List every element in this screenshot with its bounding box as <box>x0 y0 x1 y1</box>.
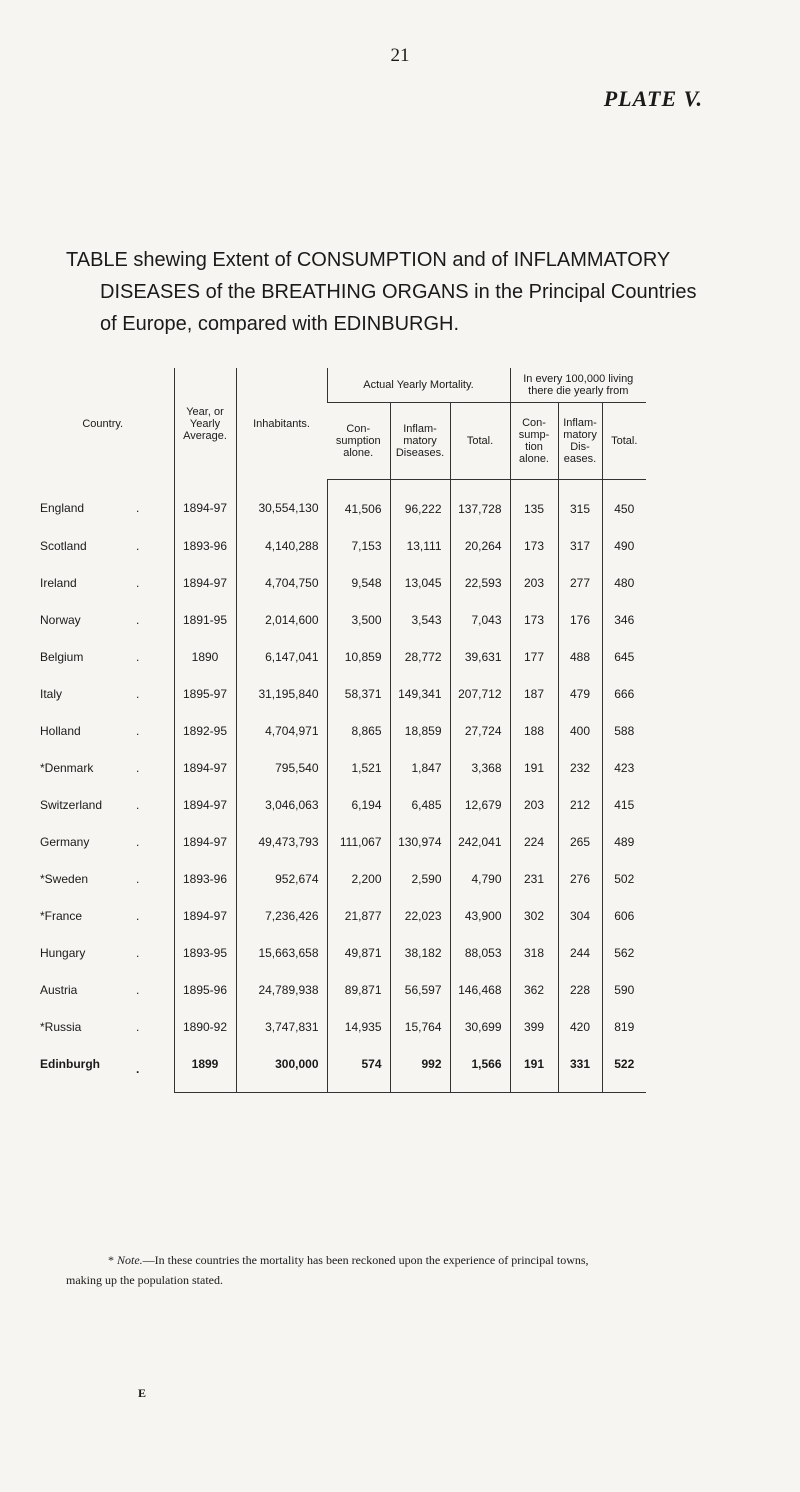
cell-inflammatory: 38,182 <box>390 934 450 971</box>
cell-consumption-rate: 318 <box>510 934 558 971</box>
cell-inflammatory: 96,222 <box>390 480 450 528</box>
cell-inhabitants: 795,540 <box>236 749 327 786</box>
note-label: Note. <box>117 1253 143 1267</box>
title-line-2: DISEASES of the BREATHING ORGANS in the Principal Countries <box>100 281 697 303</box>
cell-inflammatory: 1,847 <box>390 749 450 786</box>
cell-country: Scotland . <box>40 538 140 553</box>
cell-consumption: 111,067 <box>327 823 390 860</box>
table-row <box>32 786 680 823</box>
note-prefix: * <box>108 1253 117 1267</box>
country-name: Scotland <box>40 538 87 553</box>
cell-inflammatory: 992 <box>390 1045 450 1093</box>
table-row <box>32 712 680 749</box>
cell-consumption: 7,153 <box>327 527 390 564</box>
cell-year: 1899 <box>174 1045 236 1093</box>
cell-inhabitants: 24,789,938 <box>236 971 327 1008</box>
header-total-rate: Total. <box>602 403 646 480</box>
table-title <box>66 244 716 340</box>
cell-consumption: 574 <box>327 1045 390 1093</box>
country-name: Germany <box>40 834 90 849</box>
cell-consumption: 49,871 <box>327 934 390 971</box>
cell-total-rate: 490 <box>602 527 646 564</box>
cell-inflammatory-rate: 317 <box>558 527 602 564</box>
cell-country: Ireland . <box>40 575 140 590</box>
cell-consumption-rate: 173 <box>510 601 558 638</box>
cell-country: Edinburgh . <box>40 1056 140 1076</box>
cell-total: 1,566 <box>450 1045 510 1093</box>
cell-consumption: 14,935 <box>327 1008 390 1045</box>
cell-inflammatory-rate: 420 <box>558 1008 602 1045</box>
cell-total-rate: 480 <box>602 564 646 601</box>
header-total: Total. <box>450 403 510 480</box>
cell-total-rate: 522 <box>602 1045 646 1093</box>
cell-total-rate: 450 <box>602 480 646 528</box>
cell-total: 242,041 <box>450 823 510 860</box>
cell-total-rate: 590 <box>602 971 646 1008</box>
cell-inflammatory: 3,543 <box>390 601 450 638</box>
cell-consumption-rate: 224 <box>510 823 558 860</box>
signature-mark: E <box>138 1386 147 1400</box>
cell-inflammatory-rate: 400 <box>558 712 602 749</box>
cell-consumption: 3,500 <box>327 601 390 638</box>
cell-inflammatory-rate: 277 <box>558 564 602 601</box>
cell-inhabitants: 30,554,130 <box>236 480 327 528</box>
cell-total-rate: 489 <box>602 823 646 860</box>
cell-inflammatory: 18,859 <box>390 712 450 749</box>
country-name: Ireland <box>40 575 77 590</box>
cell-inhabitants: 15,663,658 <box>236 934 327 971</box>
cell-consumption: 1,521 <box>327 749 390 786</box>
cell-total-rate: 562 <box>602 934 646 971</box>
header-inflammatory: Inflam- matory Diseases. <box>390 403 450 480</box>
country-name: *Russia <box>40 1019 82 1034</box>
country-name: *Denmark <box>40 760 94 775</box>
cell-inhabitants: 3,747,831 <box>236 1008 327 1045</box>
cell-total: 4,790 <box>450 860 510 897</box>
country-name: Norway <box>40 612 81 627</box>
cell-total: 12,679 <box>450 786 510 823</box>
cell-year: 1894-97 <box>174 897 236 934</box>
cell-total: 43,900 <box>450 897 510 934</box>
cell-inflammatory-rate: 315 <box>558 480 602 528</box>
table-row <box>32 971 680 1008</box>
cell-inhabitants: 3,046,063 <box>236 786 327 823</box>
cell-country: Hungary . <box>40 945 140 960</box>
cell-consumption: 8,865 <box>327 712 390 749</box>
cell-consumption: 89,871 <box>327 971 390 1008</box>
cell-year: 1894-97 <box>174 823 236 860</box>
cell-inflammatory-rate: 331 <box>558 1045 602 1093</box>
cell-inhabitants: 2,014,600 <box>236 601 327 638</box>
country-name: Switzerland <box>40 797 103 812</box>
cell-total: 3,368 <box>450 749 510 786</box>
cell-total-rate: 645 <box>602 638 646 675</box>
cell-inflammatory-rate: 276 <box>558 860 602 897</box>
cell-country: *France . <box>40 908 140 923</box>
cell-total: 207,712 <box>450 675 510 712</box>
country-name: Belgium <box>40 649 84 664</box>
cell-inhabitants: 4,704,750 <box>236 564 327 601</box>
table-row <box>32 860 680 897</box>
cell-inhabitants: 49,473,793 <box>236 823 327 860</box>
cell-inflammatory: 149,341 <box>390 675 450 712</box>
cell-inflammatory: 28,772 <box>390 638 450 675</box>
cell-consumption-rate: 362 <box>510 971 558 1008</box>
cell-consumption-rate: 173 <box>510 527 558 564</box>
cell-inflammatory: 6,485 <box>390 786 450 823</box>
table-row <box>32 601 680 638</box>
cell-consumption-rate: 187 <box>510 675 558 712</box>
cell-consumption-rate: 191 <box>510 1045 558 1093</box>
title-line-3: of Europe, compared with EDINBURGH. <box>100 313 460 335</box>
table-row <box>32 675 680 712</box>
table-row <box>32 749 680 786</box>
cell-country: Austria . <box>40 982 140 997</box>
cell-total: 7,043 <box>450 601 510 638</box>
cell-inflammatory: 13,045 <box>390 564 450 601</box>
cell-country: *Sweden . <box>40 871 140 886</box>
cell-year: 1892-95 <box>174 712 236 749</box>
country-name: *Sweden <box>40 871 89 886</box>
cell-total-rate: 415 <box>602 786 646 823</box>
cell-inflammatory-rate: 212 <box>558 786 602 823</box>
cell-inhabitants: 4,704,971 <box>236 712 327 749</box>
cell-consumption: 2,200 <box>327 860 390 897</box>
cell-total-rate: 819 <box>602 1008 646 1045</box>
cell-inflammatory-rate: 488 <box>558 638 602 675</box>
header-inflammatory-rate: Inflam- matory Dis- eases. <box>558 403 602 480</box>
country-name: England <box>40 501 85 516</box>
cell-total-rate: 423 <box>602 749 646 786</box>
cell-country: Germany . <box>40 834 140 849</box>
cell-year: 1893-96 <box>174 527 236 564</box>
cell-total: 27,724 <box>450 712 510 749</box>
cell-country: Norway . <box>40 612 140 627</box>
header-year: Year, or Yearly Average. <box>174 368 236 480</box>
cell-year: 1895-96 <box>174 971 236 1008</box>
cell-country: England . <box>40 501 140 516</box>
cell-year: 1890 <box>174 638 236 675</box>
cell-inflammatory-rate: 304 <box>558 897 602 934</box>
cell-consumption-rate: 177 <box>510 638 558 675</box>
cell-year: 1894-97 <box>174 564 236 601</box>
cell-consumption: 41,506 <box>327 480 390 528</box>
mortality-table <box>32 368 680 1093</box>
table-row <box>32 823 680 860</box>
cell-consumption: 21,877 <box>327 897 390 934</box>
cell-total-rate: 502 <box>602 860 646 897</box>
cell-inflammatory: 13,111 <box>390 527 450 564</box>
table-row <box>32 897 680 934</box>
cell-consumption-rate: 188 <box>510 712 558 749</box>
cell-consumption-rate: 203 <box>510 564 558 601</box>
cell-country: *Denmark . <box>40 760 140 775</box>
note-text-1: —In these countries the mortality has been reckoned upon the experience of principal towns, <box>142 1253 589 1267</box>
table-body <box>32 480 680 1093</box>
cell-inflammatory-rate: 176 <box>558 601 602 638</box>
country-name: Hungary <box>40 945 86 960</box>
cell-total: 137,728 <box>450 480 510 528</box>
table-row <box>32 638 680 675</box>
country-name: Edinburgh <box>40 1056 100 1071</box>
cell-inhabitants: 7,236,426 <box>236 897 327 934</box>
cell-inhabitants: 6,147,041 <box>236 638 327 675</box>
cell-total: 146,468 <box>450 971 510 1008</box>
cell-consumption: 6,194 <box>327 786 390 823</box>
cell-inhabitants: 31,195,840 <box>236 675 327 712</box>
cell-consumption: 10,859 <box>327 638 390 675</box>
cell-consumption-rate: 191 <box>510 749 558 786</box>
header-actual-mortality: Actual Yearly Mortality. <box>327 368 510 403</box>
table-row <box>32 564 680 601</box>
cell-consumption-rate: 302 <box>510 897 558 934</box>
cell-consumption-rate: 135 <box>510 480 558 528</box>
table-row <box>32 480 680 528</box>
cell-country: Holland . <box>40 723 140 738</box>
header-consumption: Con- sumption alone. <box>327 403 390 480</box>
cell-inflammatory-rate: 232 <box>558 749 602 786</box>
cell-year: 1891-95 <box>174 601 236 638</box>
cell-country: *Russia . <box>40 1019 140 1034</box>
cell-country: Belgium . <box>40 649 140 664</box>
cell-consumption-rate: 231 <box>510 860 558 897</box>
footnote <box>66 1250 746 1290</box>
header-per-100000: In every 100,000 living there die yearly from <box>510 368 646 403</box>
header-consumption-rate: Con- sump- tion alone. <box>510 403 558 480</box>
cell-inhabitants: 300,000 <box>236 1045 327 1093</box>
cell-year: 1890-92 <box>174 1008 236 1045</box>
cell-total: 22,593 <box>450 564 510 601</box>
cell-inflammatory-rate: 265 <box>558 823 602 860</box>
cell-inhabitants: 4,140,288 <box>236 527 327 564</box>
cell-inflammatory: 15,764 <box>390 1008 450 1045</box>
header-country: Country. <box>82 417 124 430</box>
cell-consumption-rate: 399 <box>510 1008 558 1045</box>
cell-total: 30,699 <box>450 1008 510 1045</box>
cell-total-rate: 346 <box>602 601 646 638</box>
cell-year: 1893-96 <box>174 860 236 897</box>
cell-year: 1893-95 <box>174 934 236 971</box>
country-name: Italy <box>40 686 63 701</box>
cell-total: 20,264 <box>450 527 510 564</box>
cell-total-rate: 588 <box>602 712 646 749</box>
country-name: Austria <box>40 982 78 997</box>
cell-inflammatory-rate: 228 <box>558 971 602 1008</box>
cell-year: 1895-97 <box>174 675 236 712</box>
cell-country: Italy . <box>40 686 140 701</box>
note-text-2: making up the population stated. <box>66 1273 223 1287</box>
cell-inflammatory-rate: 244 <box>558 934 602 971</box>
cell-consumption: 9,548 <box>327 564 390 601</box>
table-row <box>32 1045 680 1093</box>
cell-total: 88,053 <box>450 934 510 971</box>
cell-inflammatory: 56,597 <box>390 971 450 1008</box>
cell-inhabitants: 952,674 <box>236 860 327 897</box>
cell-inflammatory: 130,974 <box>390 823 450 860</box>
cell-total-rate: 606 <box>602 897 646 934</box>
plate-label: PLATE V. <box>603 86 703 111</box>
cell-year: 1894-97 <box>174 786 236 823</box>
cell-total: 39,631 <box>450 638 510 675</box>
country-name: Holland <box>40 723 81 738</box>
table-row <box>32 1008 680 1045</box>
cell-inflammatory: 22,023 <box>390 897 450 934</box>
cell-inflammatory: 2,590 <box>390 860 450 897</box>
page-number: 21 <box>390 45 410 66</box>
table-row <box>32 527 680 564</box>
cell-year: 1894-97 <box>174 480 236 528</box>
cell-inflammatory-rate: 479 <box>558 675 602 712</box>
cell-total-rate: 666 <box>602 675 646 712</box>
header-inhabitants: Inhabitants. <box>236 368 327 480</box>
country-name: *France <box>40 908 83 923</box>
cell-consumption: 58,371 <box>327 675 390 712</box>
title-line-1: TABLE shewing Extent of CONSUMPTION and of INFLAMMATORY <box>66 249 671 271</box>
cell-year: 1894-97 <box>174 749 236 786</box>
cell-consumption-rate: 203 <box>510 786 558 823</box>
table-row <box>32 934 680 971</box>
cell-country: Switzerland . <box>40 797 140 812</box>
